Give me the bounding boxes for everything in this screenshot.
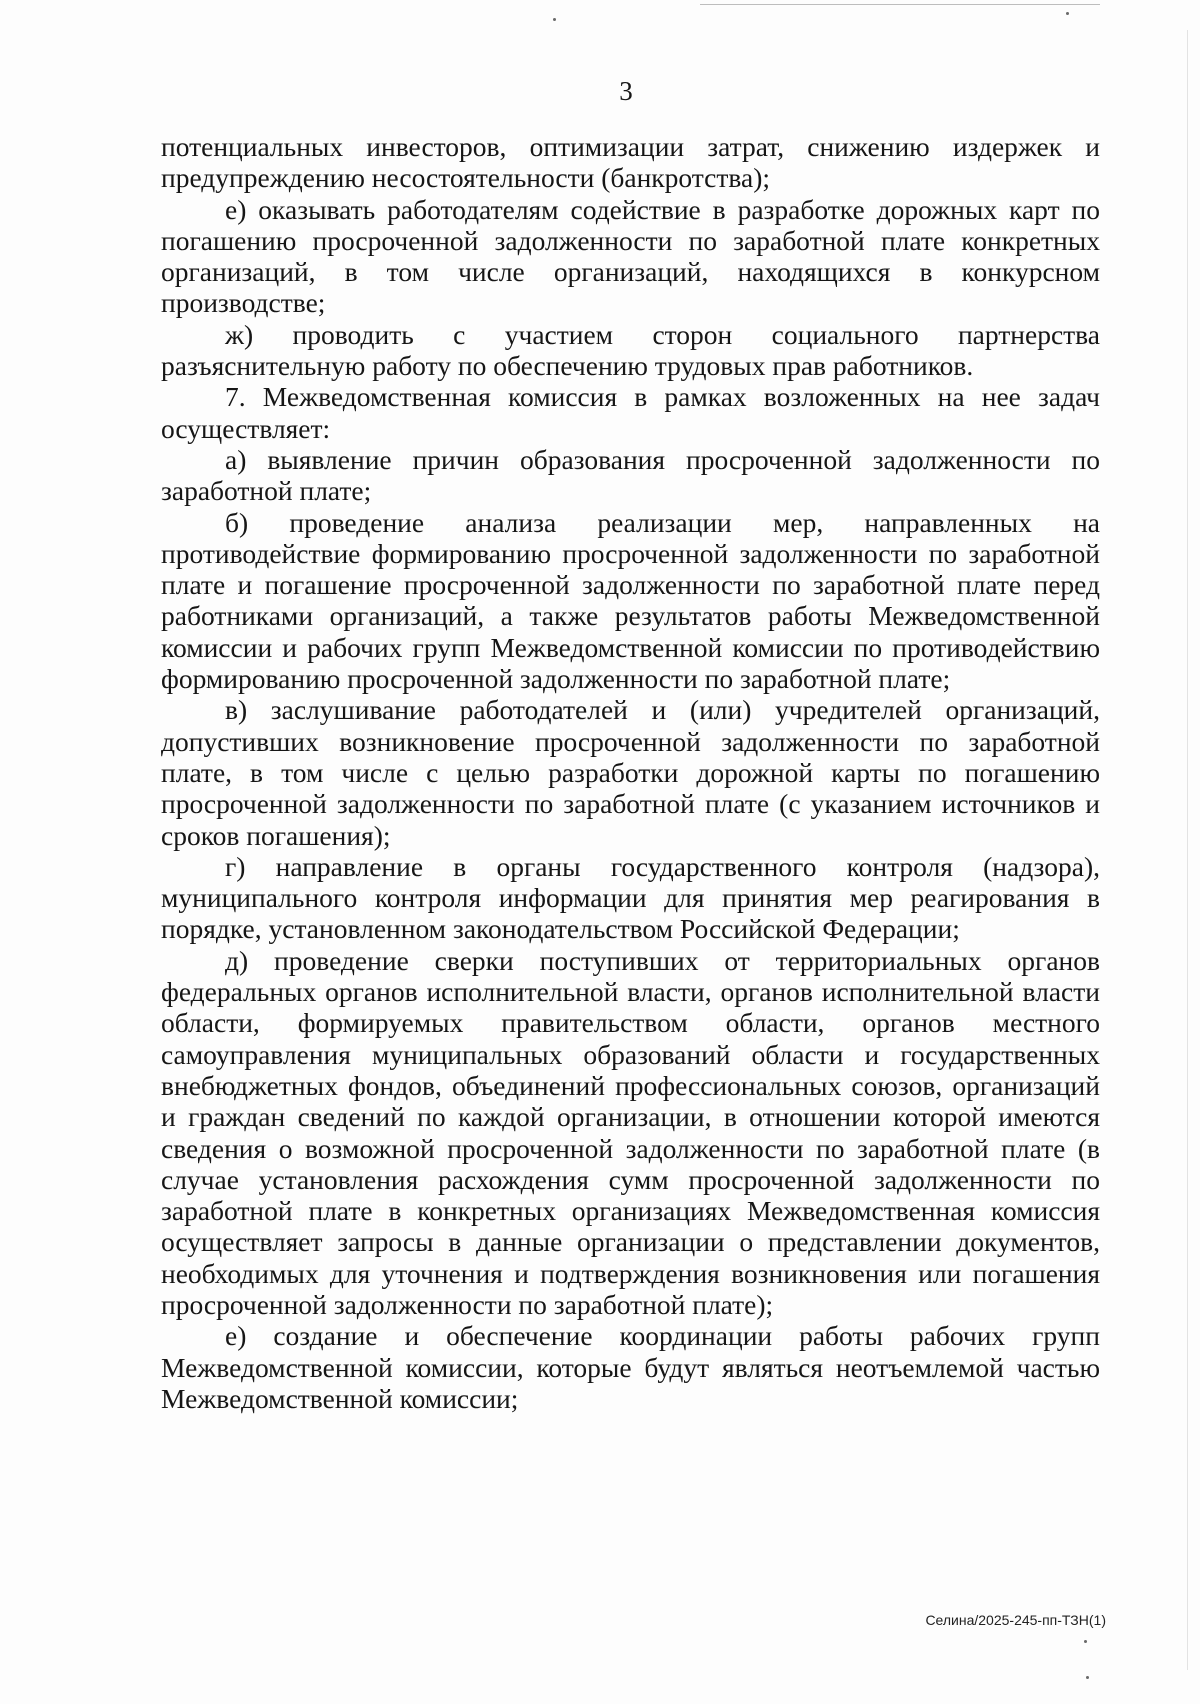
paragraph: ж) проводить с участием сторон социального партнерства разъяснительную работу по обеспечению трудовых прав работников. (161, 318, 1100, 382)
paragraph: а) выявление причин образования просроченной задолженности по заработной плате; (161, 443, 1100, 507)
scan-edge-line (700, 4, 1100, 5)
paragraph: г) направление в органы государственного контроля (надзора), муниципального контроля информации для принятия мер реагирования в порядке, установленном законодательством Российской Федерации; (161, 850, 1100, 945)
scan-speck (553, 18, 556, 21)
paragraph: д) проведение сверки поступивших от территориальных органов федеральных органов исполнительной власти, органов исполнительной власти области, формируемых правительством области, органов местного самоуправления муниципальных образований области и государственных внебюджетных фондов, объединений профессиональных союзов, организаций и граждан сведений по каждой организации, в отношении которой имеются сведения о возможной просроченной задолженности по заработной плате (в случае установления расхождения сумм просроченной задолженности по заработной плате в конкретных организациях Межведомственная комиссия осуществляет запросы в данные организации о представлении документов, необходимых для уточнения и подтверждения возникновения или погашения просроченной задолженности по заработной плате); (161, 944, 1100, 1320)
document-body (161, 131, 1100, 1414)
page-number: 3 (619, 76, 633, 106)
document-footer-code: Селина/2025-245-пп-ТЗН(1) (925, 1612, 1106, 1628)
paragraph: 7. Межведомственная комиссия в рамках возложенных на нее задач осуществляет: (161, 381, 1100, 444)
paragraph: е) оказывать работодателям содействие в разработке дорожных карт по погашению просроченной задолженности по заработной плате конкретных организаций, в том числе организаций, находящихся в конкурсном производстве; (161, 193, 1100, 319)
scan-speck (1086, 1676, 1089, 1679)
scan-speck (1084, 1640, 1087, 1643)
scan-speck (1066, 12, 1069, 15)
paragraph: потенциальных инвесторов, оптимизации затрат, снижению издержек и предупреждению несостоятельности (банкротства); (161, 131, 1100, 194)
scan-edge-line-right (1187, 30, 1188, 1670)
paragraph: е) создание и обеспечение координации работы рабочих групп Межведомственной комиссии, которые будут являться неотъемлемой частью Межведомственной комиссии; (161, 1320, 1100, 1414)
paragraph: в) заслушивание работодателей и (или) учредителей организаций, допустивших возникновение просроченной задолженности по заработной плате, в том числе с целью разработки дорожной карты по погашению просроченной задолженности по заработной плате (с указанием источников и сроков погашения); (161, 694, 1100, 851)
paragraph: б) проведение анализа реализации мер, направленных на противодействие формированию просроченной задолженности по заработной плате и погашение просроченной задолженности по заработной плате перед работниками организаций, а также результатов работы Межведомственной комиссии и рабочих групп Межведомственной комиссии по противодействию формированию просроченной задолженности по заработной плате; (161, 506, 1100, 695)
